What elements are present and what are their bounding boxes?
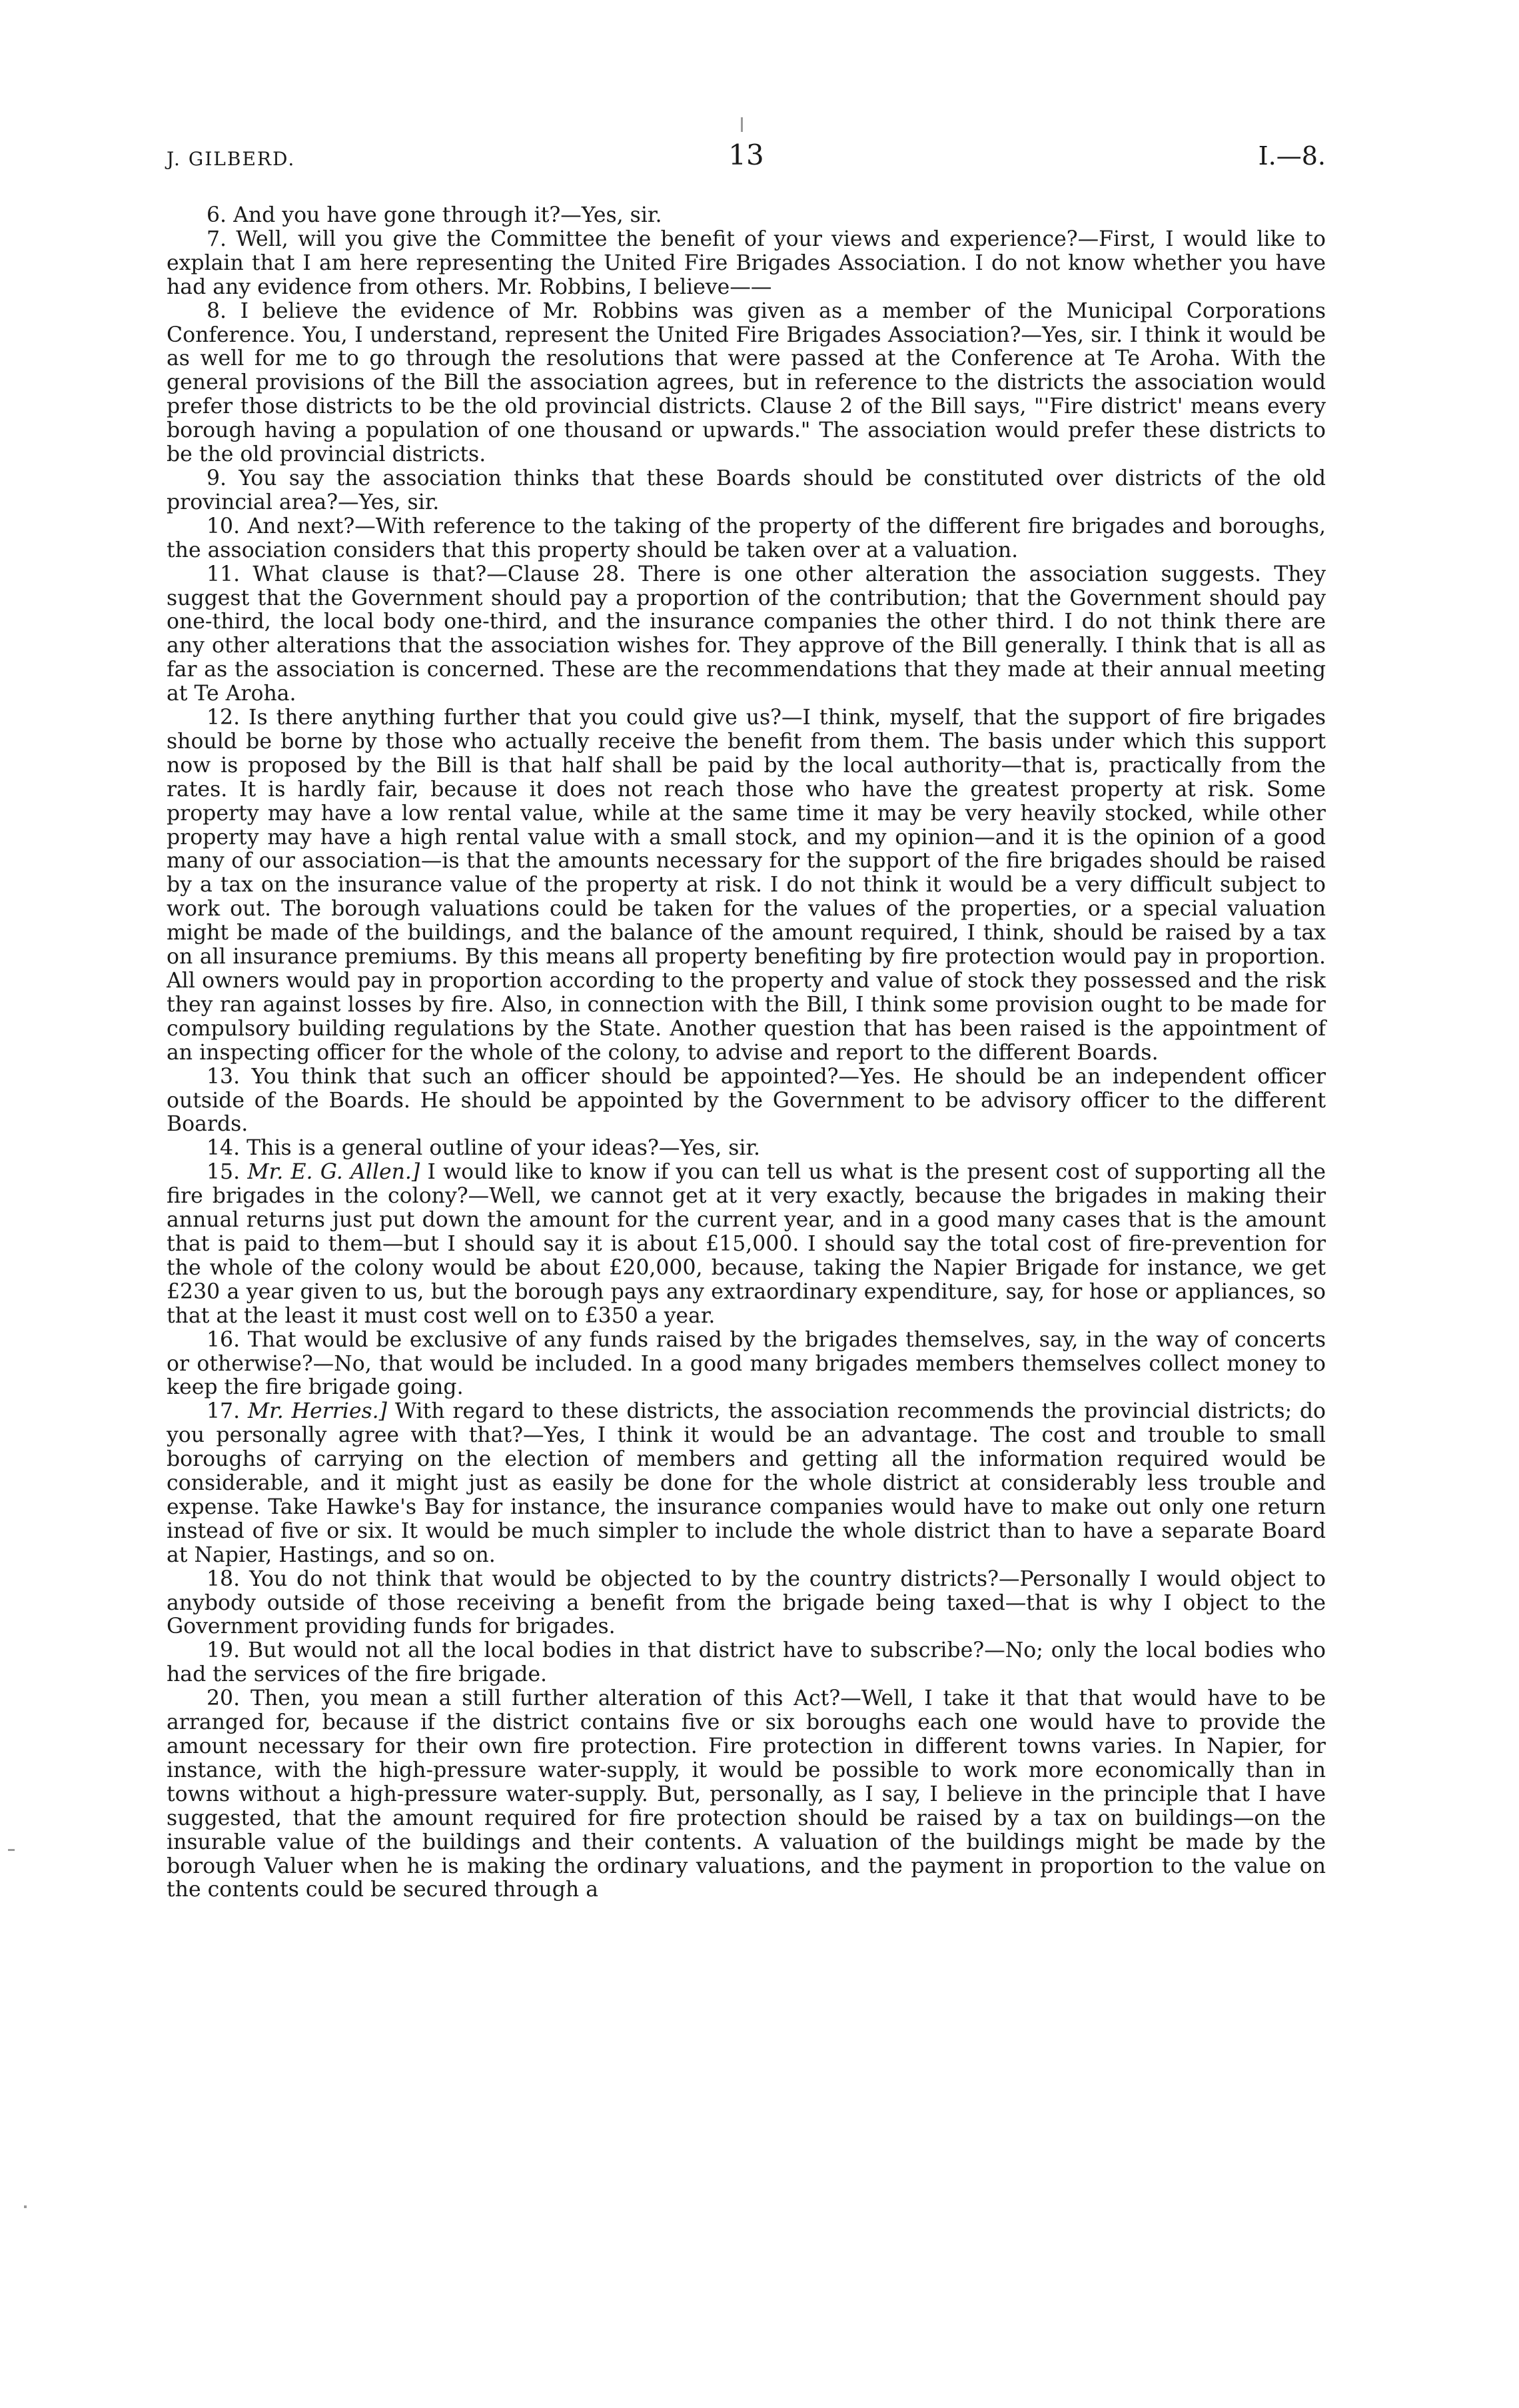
testimony-paragraph-11: 11. What clause is that?—Clause 28. There is one other alteration the association suggests. They suggest that the Government should pay a proportion of the contribution; that the Government should pay one-third, the local body one-third, and the insurance companies the other third. I do not think there are any other alterations that the association wishes for. They approve of the Bill generally. I think that is all as far as the association is concerned. These are the recommendations that they made at their annual meeting at Te Aroha. xyxy=(167,562,1326,706)
header-paper-reference: I.—8. xyxy=(1258,141,1326,171)
header-witness-name: J. GILBERD. xyxy=(167,148,296,170)
testimony-paragraph-7: 7. Well, will you give the Committee the benefit of your views and experience?—First, I would like to explain that I am here representing the United Fire Brigades Association. I do not know whether you have had any evidence from others. Mr. Robbins, I believe—— xyxy=(167,227,1326,299)
testimony-paragraph-17 xyxy=(167,1400,1326,1567)
question-number: 17. xyxy=(207,1399,241,1424)
speaker-name: Mr. Herries.] xyxy=(247,1399,387,1424)
testimony-paragraph-6: 6. And you have gone through it?—Yes, sir. xyxy=(207,203,662,227)
testimony-paragraph-12: 12. Is there anything further that you could give us?—I think, myself, that the support of fire brigades should be borne by those who actually receive the benefit from them. The basis under which this support now is proposed by the Bill is that half shall be paid by the local authority—that is, practically from the rates. It is hardly fair, because it does not reach those who have the greatest property at risk. Some property may have a low rental value, while at the same time it may be very heavily stocked, while other property may have a high rental value with a small stock, and my opinion—and it is the opinion of a good many of our association—is that the amounts necessary for the support of the fire brigades should be raised by a tax on the insurance value of the property at risk. I do not think it would be a very difficult subject to work out. The borough valuations could be taken for the values of the properties, or a special valuation might be made of the buildings, and the balance of the amount required, I think, should be raised by a tax on all insurance premiums. By this means all property benefiting by fire protection would pay in proportion. All owners would pay in proportion according to the property and value of stock they possessed and the risk they ran against losses by fire. Also, in connection with the Bill, I think some provision ought to be made for compulsory building regulations by the State. Another question that has been raised is the appointment of an inspecting officer for the whole of the colony, to advise and report to the different Boards. xyxy=(167,706,1326,1065)
testimony-paragraph-18: 18. You do not think that would be objected to by the country districts?—Personally I would object to anybody outside of those receiving a benefit from the brigade being taxed—that is why I object to the Government providing funds for brigades. xyxy=(167,1566,1326,1639)
margin-speck xyxy=(741,117,743,132)
testimony-paragraph-20: 20. Then, you mean a still further alteration of this Act?—Well, I take it that that would have to be arranged for, because if the district contains five or six boroughs each one would have to provide the amount necessary for their own fire protection. Fire protection in different towns varies. In Napier, for instance, with the high-pressure water-supply, it would be possible to work more economically than in towns without a high-pressure water-supply. But, personally, as I say, I believe in the principle that I have suggested, that the amount required for fire protection should be raised by a tax on buildings—on the insurable value of the buildings and their contents. A valuation of the buildings might be made by the borough Valuer when he is making the ordinary valuations, and the payment in proportion to the value on the contents could be secured through a xyxy=(167,1686,1326,1902)
testimony-paragraph-8: 8. I believe the evidence of Mr. Robbins was given as a member of the Municipal Corporations Conference. You, I understand, represent the United Fire Brigades Association?—Yes, sir. I think it would be as well for me to go through the resolutions that were passed at the Conference at Te Aroha. With the general provisions of the Bill the association agrees, but in reference to the districts the association would prefer those districts to be the old provincial districts. Clause 2 of the Bill says, "'Fire district' means every borough having a population of one thousand or upwards." The association would prefer these districts to be the old provincial districts. xyxy=(167,299,1326,467)
speaker-name: Mr. E. G. Allen.] xyxy=(247,1160,420,1185)
testimony-paragraph-15 xyxy=(167,1161,1326,1328)
page-header xyxy=(167,139,1326,179)
testimony-text: I would like to know if you can tell us what is the present cost of supporting all the fire brigades in the colony?—Well, we cannot get at it very exactly, because the brigades in making their annual returns just put down the amount for the current year, and in a good many cases that is the amount that is paid to them—but I should say it is about £15,000. I should say the total cost of fire-prevention for the whole of the colony would be about £20,000, because, taking the Napier Brigade for instance, we get £230 a year given to us, but the borough pays any extraordinary expenditure, say, for hose or appliances, so that at the least it must cost well on to £350 a year. xyxy=(167,1160,1326,1328)
testimony-paragraph-16: 16. That would be exclusive of any funds raised by the brigades themselves, say, in the way of concerts or otherwise?—No, that would be included. In a good many brigades members themselves collect money to keep the fire brigade going. xyxy=(167,1327,1326,1400)
margin-speck xyxy=(24,2205,27,2208)
testimony-paragraph-9: 9. You say the association thinks that these Boards should be constituted over districts of the old provincial area?—Yes, sir. xyxy=(167,466,1326,514)
testimony-text: With regard to these districts, the association recommends the provincial districts; do you personally agree with that?—Yes, I think it would be an advantage. The cost and trouble to small boroughs of carrying on the election of members and getting all the information required would be considerable, and it might just as easily be done for the whole district at considerably less trouble and expense. Take Hawke's Bay for instance, the insurance companies would have to make out only one return instead of five or six. It would be much simpler to include the whole district than to have a separate Board at Napier, Hastings, and so on. xyxy=(167,1399,1326,1567)
header-page-number: 13 xyxy=(728,139,764,171)
testimony-paragraph-19: 19. But would not all the local bodies in that district have to subscribe?—No; only the local bodies who had the services of the fire brigade. xyxy=(167,1638,1326,1687)
margin-speck xyxy=(8,1849,15,1851)
question-number: 15. xyxy=(207,1160,241,1185)
testimony-paragraph-14: 14. This is a general outline of your ideas?—Yes, sir. xyxy=(207,1136,761,1161)
testimony-body xyxy=(167,204,1326,1902)
testimony-paragraph-10: 10. And next?—With reference to the taking of the property of the different fire brigades and boroughs, the association considers that this property should be taken over at a valuation. xyxy=(167,514,1326,562)
testimony-paragraph-13: 13. You think that such an officer should be appointed?—Yes. He should be an independent officer outside of the Boards. He should be appointed by the Government to be advisory officer to the different Boards. xyxy=(167,1064,1326,1137)
